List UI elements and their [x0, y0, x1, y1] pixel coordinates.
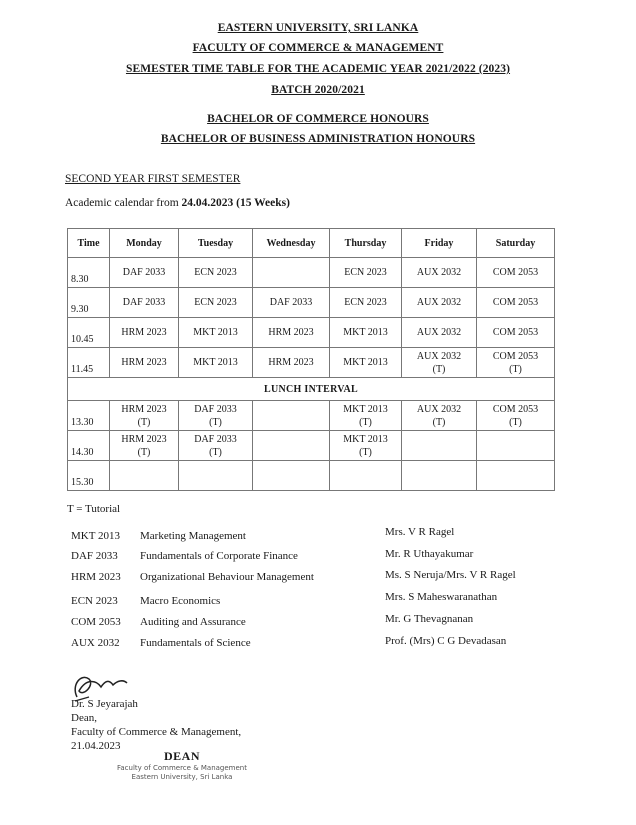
slot-text: ECN 2023: [344, 297, 387, 308]
header-cell: Tuesday: [179, 229, 253, 258]
slot-cell: [253, 431, 330, 461]
slot-cell: [477, 348, 555, 378]
signatory-title: Dean,: [71, 712, 97, 724]
slot-cell: [477, 461, 555, 491]
slot-cell: [402, 258, 477, 288]
course-entry: [71, 530, 246, 542]
slot-text: DAF 2033: [194, 403, 237, 415]
slot-text: (T): [509, 363, 522, 375]
academic-calendar: [65, 197, 290, 209]
header-cell: Friday: [402, 229, 477, 258]
slot-text: DAF 2033: [269, 297, 313, 308]
lunch-interval: LUNCH INTERVAL: [68, 378, 555, 401]
slot-cell: [477, 258, 555, 288]
slot-cell: [477, 401, 555, 431]
slot-cell: [110, 401, 179, 431]
faculty-title: FACULTY OF COMMERCE & MANAGEMENT: [192, 42, 444, 54]
lecturer-name: Mr. R Uthayakumar: [385, 548, 474, 560]
header-cell: Saturday: [477, 229, 555, 258]
slot-text: HRM 2023: [268, 327, 314, 338]
slot-text: HRM 2023: [268, 357, 314, 368]
degree-title-2: BACHELOR OF BUSINESS ADMINISTRATION HONOURS: [160, 133, 476, 145]
slot-cell: [110, 288, 179, 318]
slot-cell: [330, 348, 402, 378]
slot-cell: [402, 288, 477, 318]
course-entry: [71, 571, 314, 583]
course-code: AUX 2032: [71, 637, 120, 649]
slot-cell: [179, 258, 253, 288]
slot-cell: [179, 288, 253, 318]
slot-text: MKT 2013: [343, 403, 388, 415]
slot-text: DAF 2033: [194, 433, 237, 445]
dean-stamp: [112, 749, 252, 782]
slot-cell: [253, 258, 330, 288]
slot-cell: [330, 461, 402, 491]
timetable-title: SEMESTER TIME TABLE FOR THE ACADEMIC YEAR 2021/2022 (2023): [125, 63, 511, 75]
university-title: EASTERN UNIVERSITY, SRI LANKA: [217, 22, 419, 34]
table-row: [68, 461, 555, 491]
time-cell: 13.30: [68, 401, 110, 431]
slot-text: HRM 2023: [121, 357, 167, 368]
slot-text: AUX 2032: [416, 403, 462, 415]
slot-text: (T): [359, 416, 372, 428]
slot-cell: [253, 348, 330, 378]
time-cell: 10.45: [68, 318, 110, 348]
slot-text: ECN 2023: [344, 267, 387, 278]
slot-cell: [477, 318, 555, 348]
slot-text: (T): [137, 416, 151, 428]
slot-text: COM 2053: [492, 327, 539, 338]
slot-text: HRM 2023: [121, 403, 167, 415]
slot-cell: [477, 431, 555, 461]
time-cell: 11.45: [68, 348, 110, 378]
slot-cell: [330, 401, 402, 431]
table-row: [68, 431, 555, 461]
slot-cell: [179, 431, 253, 461]
stamp-title: DEAN: [163, 749, 200, 763]
slot-text: AUX 2032: [416, 327, 462, 338]
slot-text: COM 2053: [492, 350, 539, 362]
calendar-prefix: Academic calendar from: [65, 197, 182, 209]
lecturer-name: Ms. S Neruja/Mrs. V R Ragel: [385, 569, 516, 581]
course-entry: [71, 637, 251, 649]
slot-text: AUX 2032: [416, 350, 462, 362]
header-cell: Wednesday: [253, 229, 330, 258]
slot-text: (T): [432, 416, 446, 428]
slot-text: ECN 2023: [194, 297, 237, 308]
slot-cell: [402, 461, 477, 491]
slot-text: (T): [209, 416, 222, 428]
table-row: [68, 401, 555, 431]
tutorial-note: T = Tutorial: [67, 503, 121, 515]
degree-title-1: BACHELOR OF COMMERCE HONOURS: [207, 113, 429, 125]
course-name: Fundamentals of Corporate Finance: [140, 550, 298, 562]
signatory-faculty: Faculty of Commerce & Management,: [71, 726, 242, 738]
slot-cell: [253, 461, 330, 491]
slot-text: AUX 2032: [416, 267, 462, 278]
course-name: Macro Economics: [140, 595, 221, 607]
lecturer-name: Mr. G Thevagnanan: [385, 613, 474, 625]
slot-cell: [110, 258, 179, 288]
slot-text: (T): [209, 446, 222, 458]
course-name: Marketing Management: [140, 530, 246, 542]
slot-cell: [402, 401, 477, 431]
slot-cell: [330, 258, 402, 288]
lecturer-name: Prof. (Mrs) C G Devadasan: [385, 635, 507, 647]
slot-cell: [110, 431, 179, 461]
slot-text: (T): [432, 363, 446, 375]
time-cell: 15.30: [68, 461, 110, 491]
signatory-name: Dr. S Jeyarajah: [71, 698, 138, 710]
slot-text: (T): [137, 446, 151, 458]
course-name: Auditing and Assurance: [140, 616, 246, 628]
lecturer-name: Mrs. S Maheswaranathan: [385, 591, 498, 603]
slot-text: AUX 2032: [416, 297, 462, 308]
batch-title: BATCH 2020/2021: [271, 84, 365, 96]
course-code: DAF 2033: [71, 550, 118, 562]
course-entry: [71, 550, 298, 562]
slot-text: HRM 2023: [121, 433, 167, 445]
course-code: ECN 2023: [71, 595, 118, 607]
slot-text: MKT 2013: [343, 357, 388, 368]
slot-text: (T): [359, 446, 372, 458]
course-code: MKT 2013: [71, 530, 120, 542]
semester-label: SECOND YEAR FIRST SEMESTER: [65, 173, 241, 185]
slot-text: COM 2053: [492, 297, 539, 308]
slot-cell: [477, 288, 555, 318]
table-row: [68, 288, 555, 318]
slot-cell: [253, 401, 330, 431]
stamp-line-1: Faculty of Commerce & Management: [116, 764, 247, 772]
slot-cell: [253, 318, 330, 348]
table-row: [68, 258, 555, 288]
time-cell: 9.30: [68, 288, 110, 318]
signature-graphic: [67, 667, 147, 705]
slot-cell: [179, 318, 253, 348]
slot-text: HRM 2023: [121, 327, 167, 338]
slot-cell: [402, 318, 477, 348]
table-body: [68, 258, 555, 491]
header-cell: Time: [68, 229, 110, 258]
course-name: Fundamentals of Science: [140, 637, 251, 649]
table-header-row: [68, 229, 555, 258]
slot-cell: [330, 288, 402, 318]
table-row: [68, 318, 555, 348]
slot-text: COM 2053: [492, 267, 539, 278]
slot-text: ECN 2023: [194, 267, 237, 278]
time-cell: 8.30: [68, 258, 110, 288]
slot-text: MKT 2013: [193, 327, 238, 338]
slot-cell: [402, 348, 477, 378]
course-code: COM 2053: [71, 616, 121, 628]
slot-cell: [110, 318, 179, 348]
course-code: HRM 2023: [71, 571, 121, 583]
slot-text: MKT 2013: [193, 357, 238, 368]
header-cell: Monday: [110, 229, 179, 258]
header-cell: Thursday: [330, 229, 402, 258]
slot-text: MKT 2013: [343, 327, 388, 338]
stamp-line-2: Eastern University, Sri Lanka: [131, 773, 233, 781]
slot-cell: [179, 401, 253, 431]
slot-cell: [253, 288, 330, 318]
course-name: Organizational Behaviour Management: [140, 571, 314, 583]
slot-text: DAF 2033: [122, 297, 166, 308]
lunch-row: [68, 378, 555, 401]
slot-cell: [330, 318, 402, 348]
slot-cell: [402, 431, 477, 461]
slot-text: COM 2053: [492, 403, 539, 415]
slot-cell: [330, 431, 402, 461]
slot-cell: [110, 461, 179, 491]
slot-cell: [179, 461, 253, 491]
slot-text: (T): [509, 416, 522, 428]
slot-cell: [179, 348, 253, 378]
slot-text: DAF 2033: [122, 267, 166, 278]
calendar-value: 24.04.2023 (15 Weeks): [181, 197, 290, 209]
timetable: [67, 228, 555, 491]
time-cell: 14.30: [68, 431, 110, 461]
signature-block: [71, 697, 241, 753]
slot-cell: [110, 348, 179, 378]
lecturer-name: Mrs. V R Ragel: [385, 526, 455, 538]
slot-text: MKT 2013: [343, 433, 388, 445]
course-entry: [71, 616, 246, 628]
signature-date: 21.04.2023: [71, 740, 121, 752]
course-entry: [71, 595, 220, 607]
table-row: [68, 348, 555, 378]
